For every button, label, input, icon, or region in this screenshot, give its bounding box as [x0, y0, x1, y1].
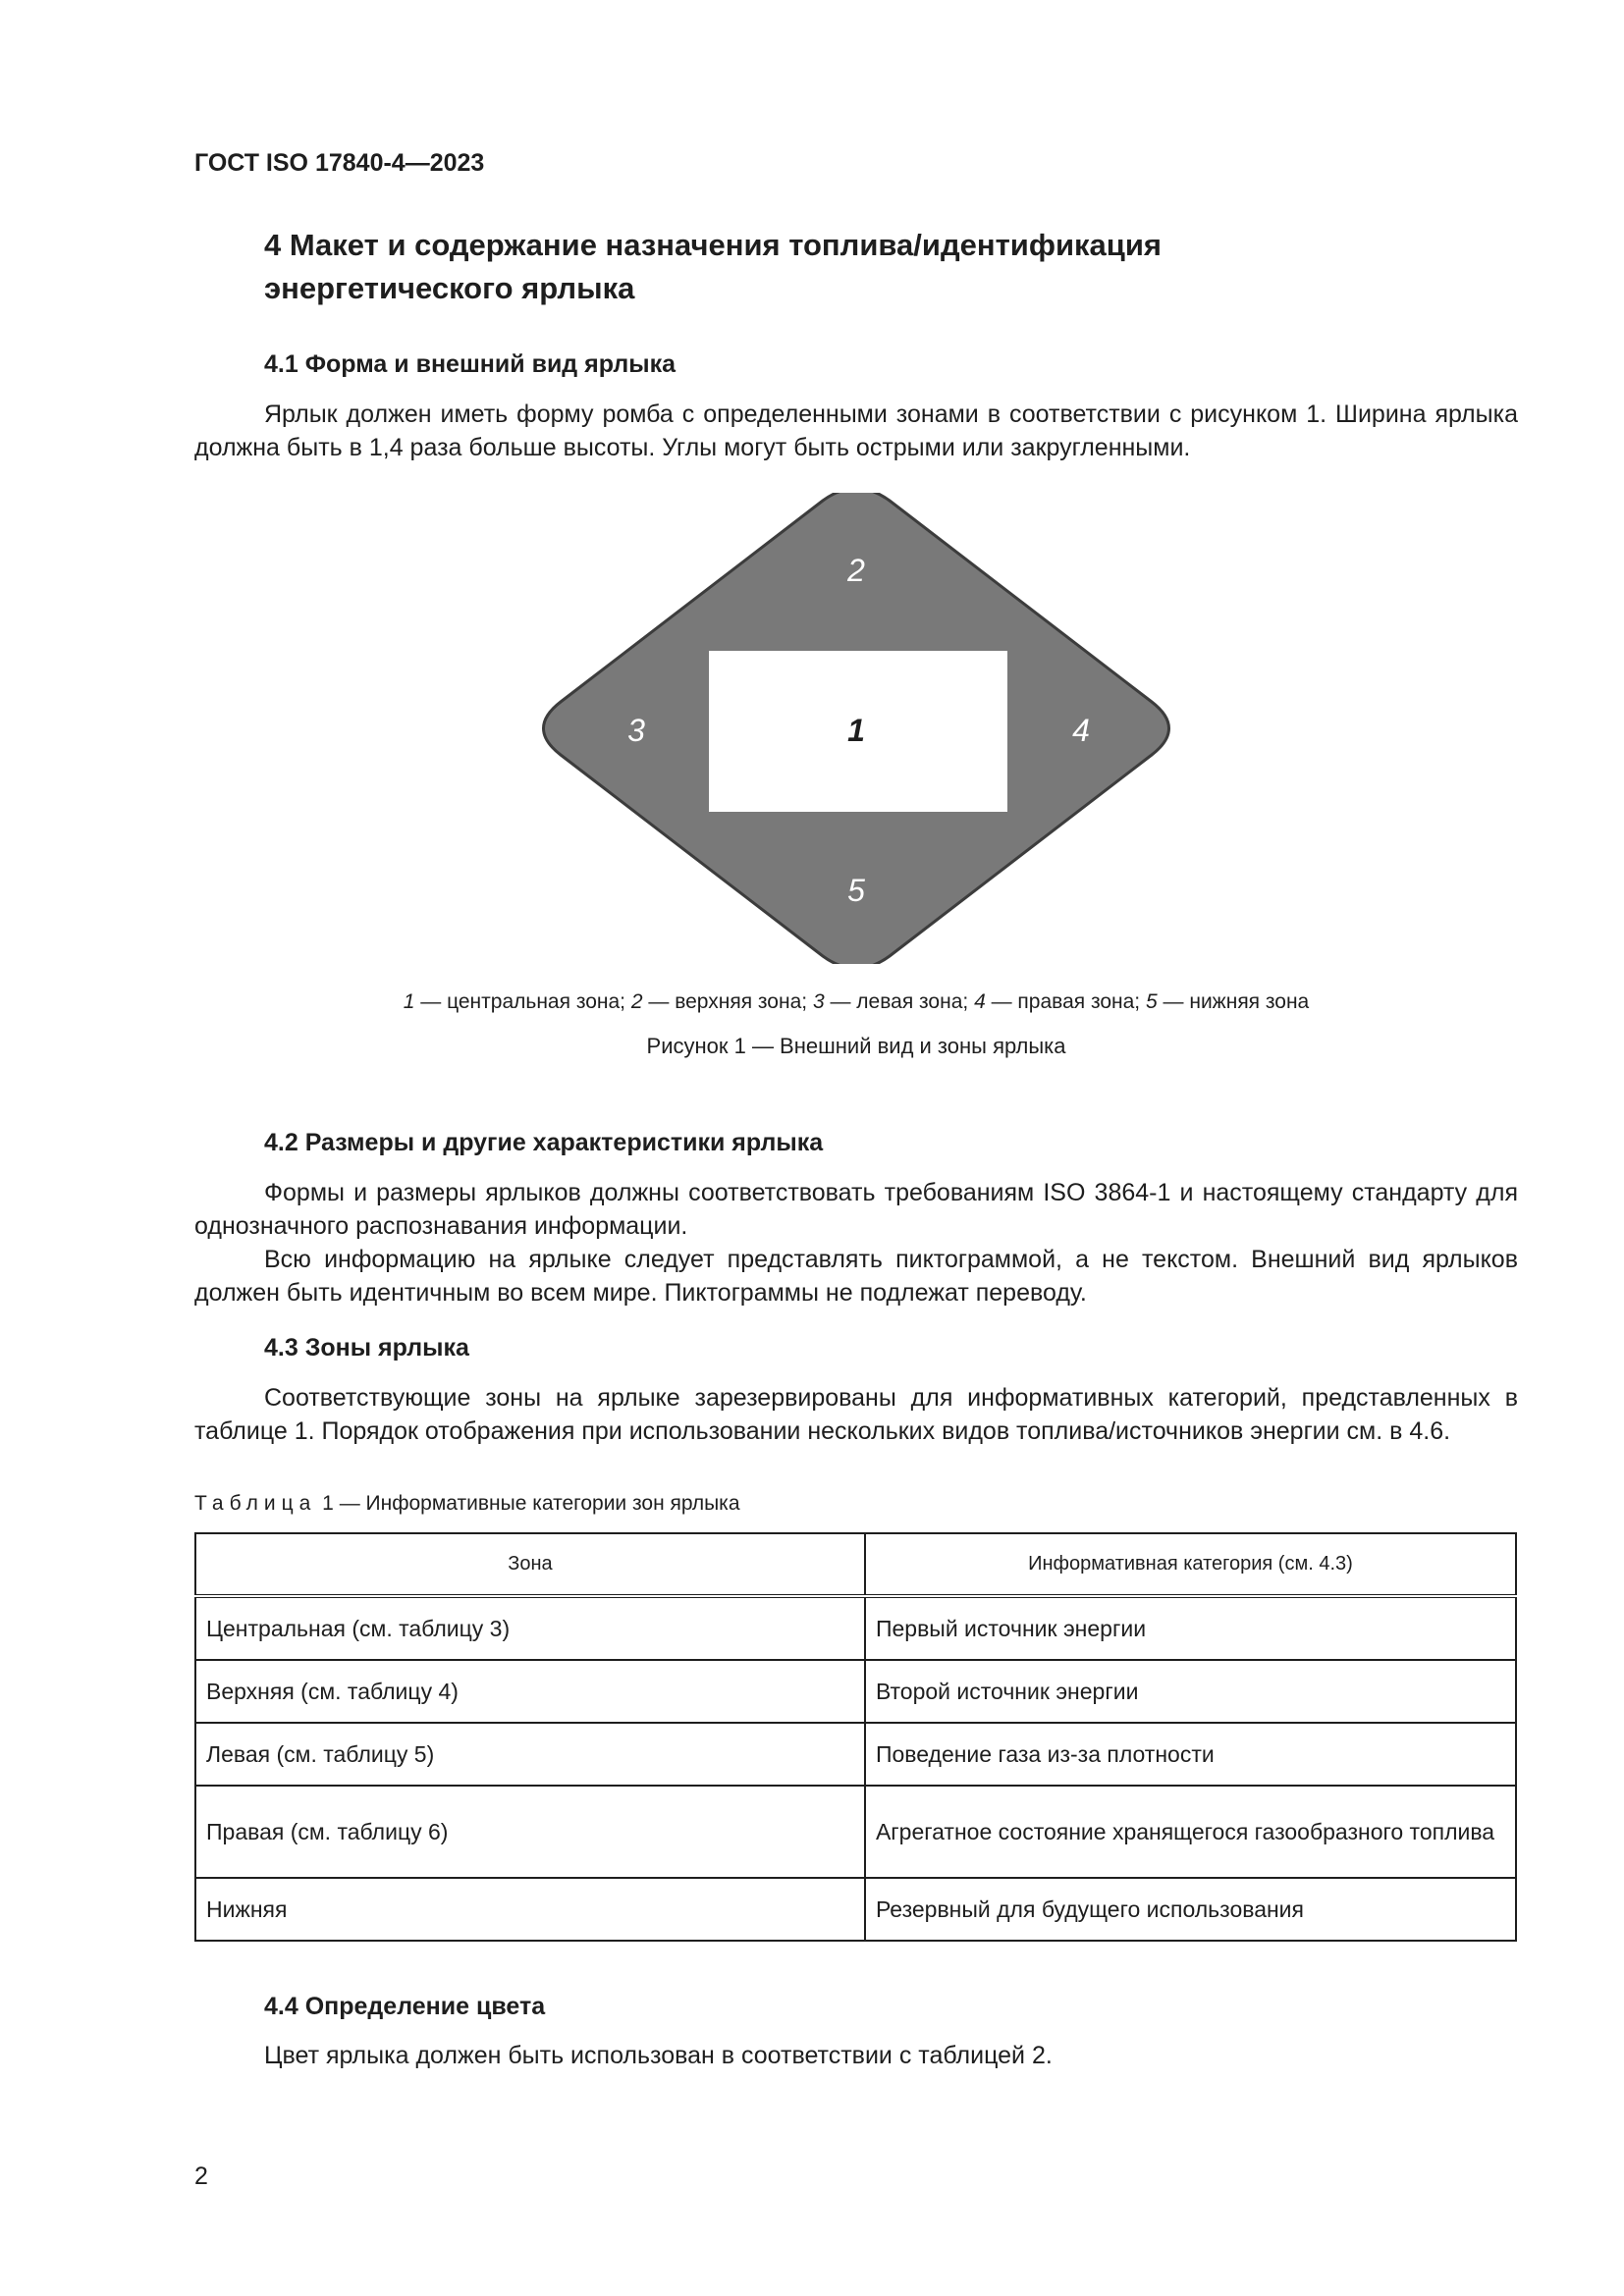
section-4-1-text: Ярлык должен иметь форму ромба с определенными зонами в соответствии с рисунком 1. Ширина ярлыка должна быть в 1,4 раза больше высоты. Углы могут быть острыми или закругленными. [194, 400, 1518, 461]
figure-1-caption: Рисунок 1 — Внешний вид и зоны ярлыка [646, 1034, 1066, 1058]
cell-category: Резервный для будущего использования [865, 1878, 1516, 1941]
cell-zone: Нижняя [195, 1878, 865, 1941]
header-category: Информативная категория (см. 4.3) [865, 1533, 1516, 1596]
table-caption-prefix: Таблица [194, 1492, 317, 1515]
zone-label-right: 4 [1072, 713, 1090, 748]
label-diamond-svg [538, 493, 1174, 964]
header-zone: Зона [195, 1533, 865, 1596]
section-4-4-text: Цвет ярлыка должен быть использован в соответствии с таблицей 2. [264, 2042, 1053, 2069]
figure-1-label-diagram [538, 493, 1174, 964]
figure-1-legend [194, 990, 1518, 1014]
section-4-title: 4 Макет и содержание назначения топлива/идентификация энергетического ярлыка [264, 228, 1162, 305]
zone-label-top: 2 [847, 553, 865, 588]
legend-text-2: — верхняя зона; [642, 990, 813, 1013]
legend-num-1: 1 [403, 990, 415, 1013]
cell-category: Первый источник энергии [865, 1596, 1516, 1660]
section-4-3-text: Соответствующие зоны на ярлыке зарезервированы для информативных категорий, представленных в таблице 1. Порядок отображения при использовании нескольких видов топлива/источников энергии см. в 4.6. [194, 1384, 1518, 1445]
cell-zone: Левая (см. таблицу 5) [195, 1723, 865, 1786]
legend-num-5: 5 [1145, 990, 1158, 1013]
page-number: 2 [194, 2163, 208, 2190]
table-header-row [195, 1533, 1516, 1596]
legend-text-3: — левая зона; [824, 990, 975, 1013]
document-header: ГОСТ ISO 17840-4—2023 [194, 149, 485, 177]
zone-label-left: 3 [627, 713, 645, 748]
table-row [195, 1596, 1516, 1660]
section-4-3-title: 4.3 Зоны ярлыка [264, 1334, 469, 1362]
cell-zone: Правая (см. таблицу 6) [195, 1786, 865, 1878]
section-4-1-title: 4.1 Форма и внешний вид ярлыка [264, 350, 677, 378]
zone-label-center: 1 [847, 713, 865, 748]
section-4-2-para-1: Формы и размеры ярлыков должны соответствовать требованиям ISO 3864-1 и настоящему стандарту для однозначного распознавания информации. [194, 1179, 1518, 1240]
table-1-caption [194, 1492, 740, 1516]
table-1-zones [194, 1532, 1517, 1942]
legend-text-4: — правая зона; [985, 990, 1146, 1013]
table-row [195, 1723, 1516, 1786]
legend-num-2: 2 [630, 990, 643, 1013]
section-4-2-para-2: Всю информацию на ярлыке следует представлять пиктограммой, а не текстом. Внешний вид ярлыков должен быть идентичным во всем мире. Пиктограммы не подлежат переводу. [194, 1246, 1518, 1307]
legend-text-1: — центральная зона; [414, 990, 631, 1013]
cell-category: Поведение газа из-за плотности [865, 1723, 1516, 1786]
cell-zone: Верхняя (см. таблицу 4) [195, 1660, 865, 1723]
zone-label-bottom: 5 [847, 873, 865, 908]
legend-text-5: — нижняя зона [1157, 990, 1310, 1013]
table-row [195, 1786, 1516, 1878]
table-caption-text: 1 — Информативные категории зон ярлыка [316, 1492, 740, 1515]
cell-category: Агрегатное состояние хранящегося газообразного топлива [865, 1786, 1516, 1878]
table-row [195, 1878, 1516, 1941]
legend-num-3: 3 [812, 990, 825, 1013]
cell-zone: Центральная (см. таблицу 3) [195, 1596, 865, 1660]
section-4-2-title: 4.2 Размеры и другие характеристики ярлыка [264, 1129, 824, 1156]
table-row [195, 1660, 1516, 1723]
section-4-4-title: 4.4 Определение цвета [264, 1993, 546, 2020]
cell-category: Второй источник энергии [865, 1660, 1516, 1723]
legend-num-4: 4 [974, 990, 986, 1013]
